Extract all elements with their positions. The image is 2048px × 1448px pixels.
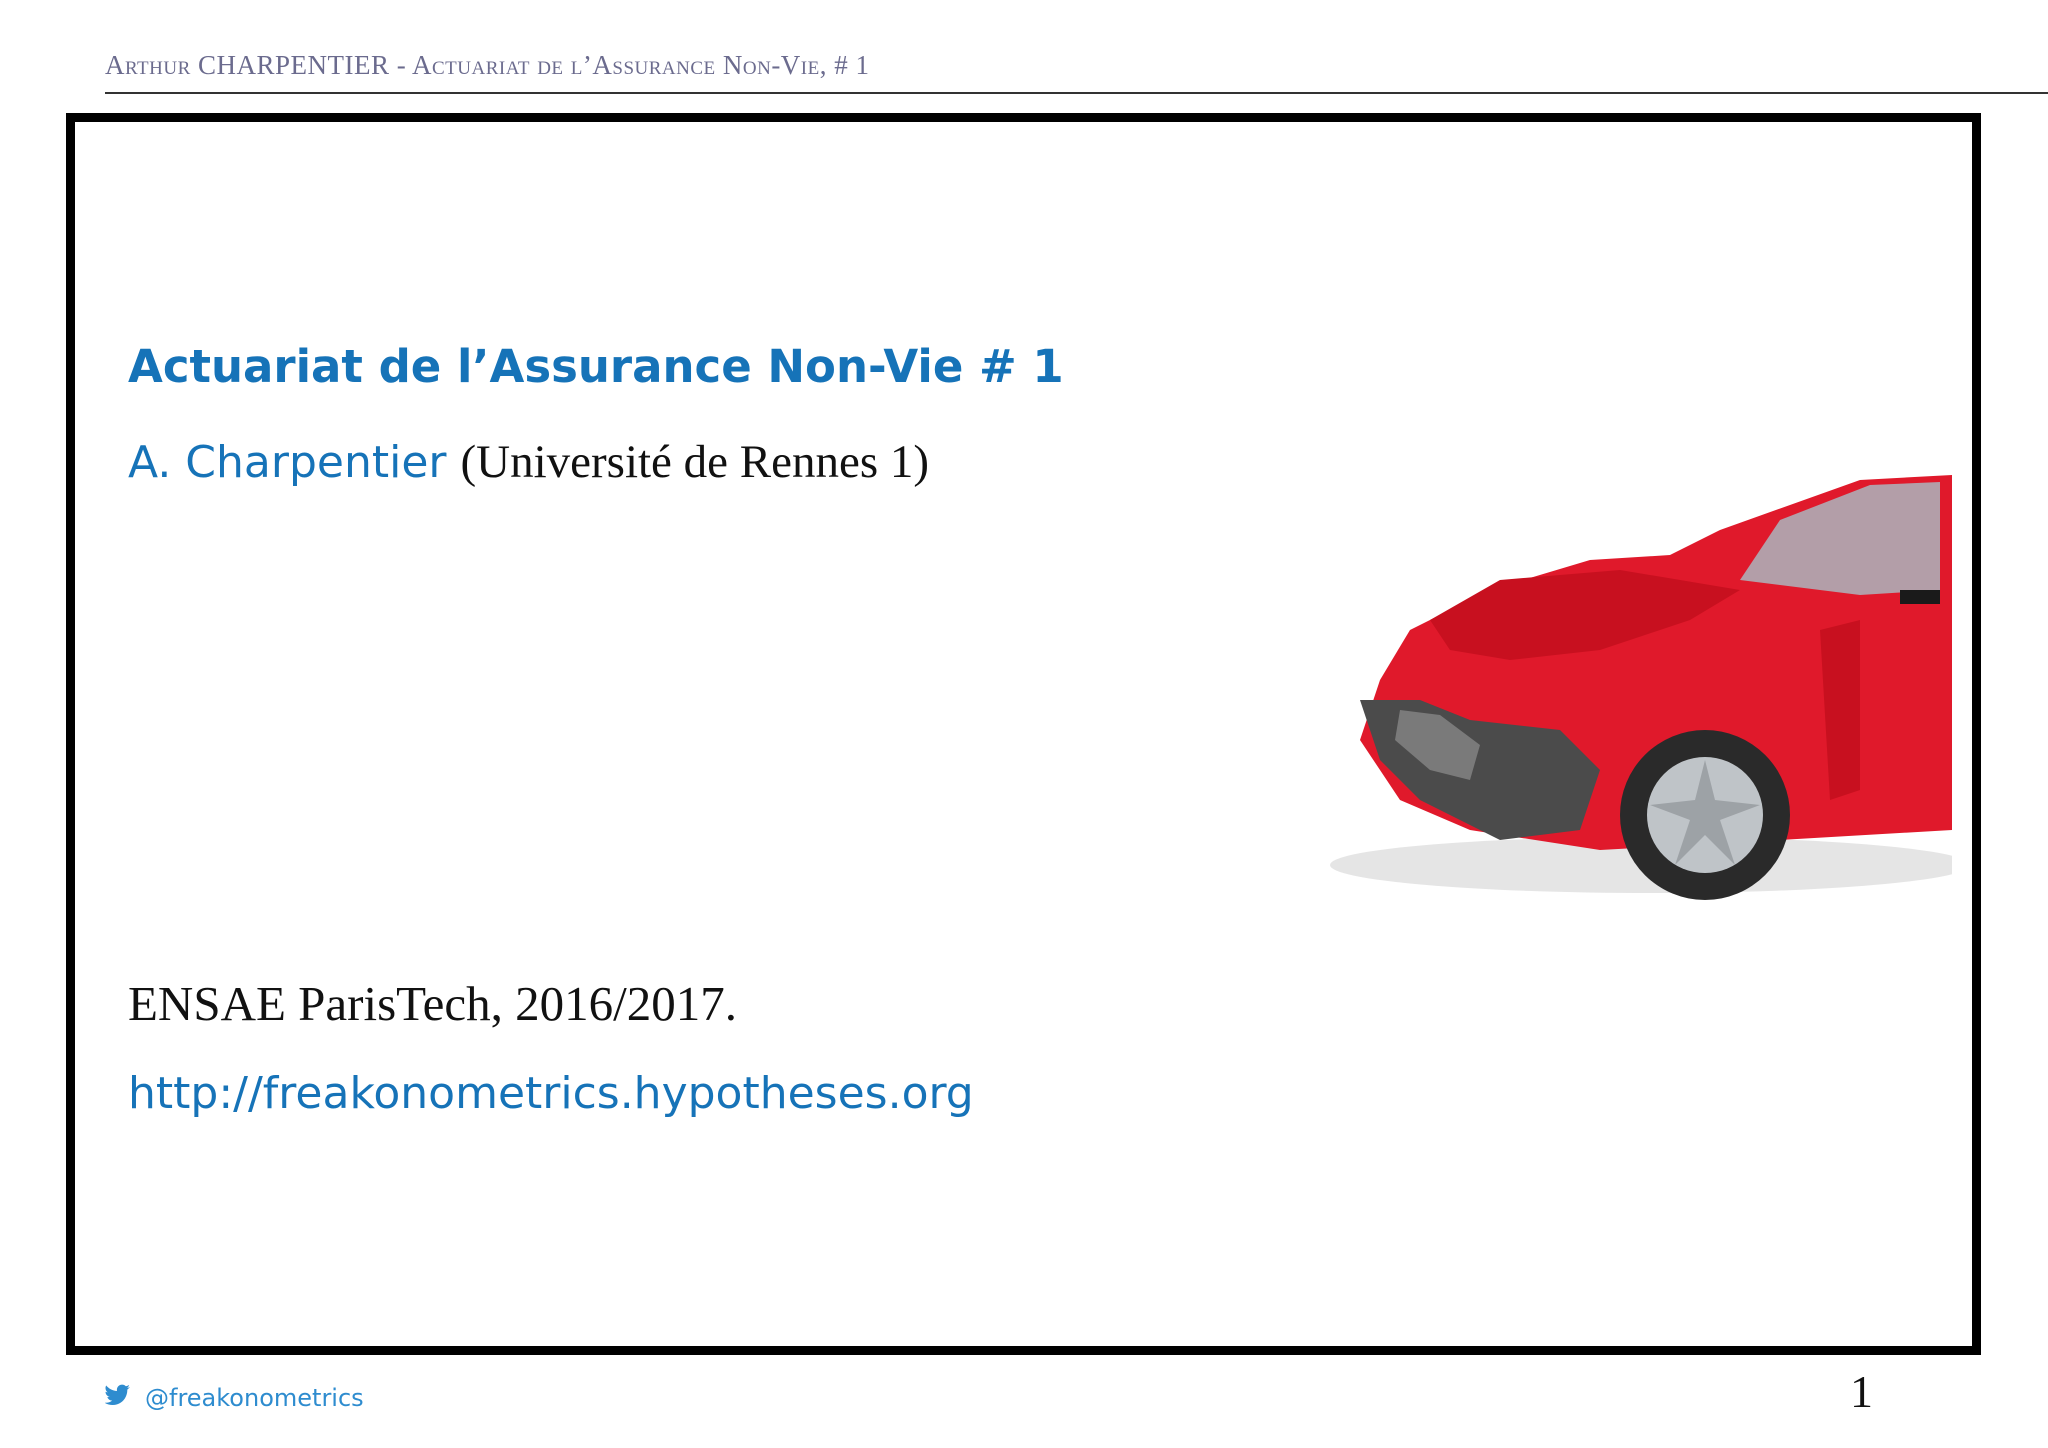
author-affiliation: (Université de Rennes 1) [460, 436, 930, 488]
twitter-bird-icon [105, 1384, 131, 1412]
institution-line: ENSAE ParisTech, 2016/2017. [128, 976, 738, 1031]
twitter-handle: @freakonometrics [145, 1384, 364, 1412]
slide-title: Actuariat de l’Assurance Non-Vie # 1 [128, 340, 1064, 393]
author-line [128, 435, 929, 489]
author-name: A. Charpentier [128, 437, 447, 488]
header-rule [105, 92, 2048, 94]
crashed-car-image [1300, 470, 1952, 930]
running-header: Arthur CHARPENTIER - Actuariat de l’Assurance Non-Vie, # 1 [105, 50, 870, 80]
page-number: 1 [1850, 1366, 1873, 1417]
website-link[interactable]: http://freakonometrics.hypotheses.org [128, 1068, 974, 1119]
footer-social[interactable] [105, 1384, 364, 1412]
